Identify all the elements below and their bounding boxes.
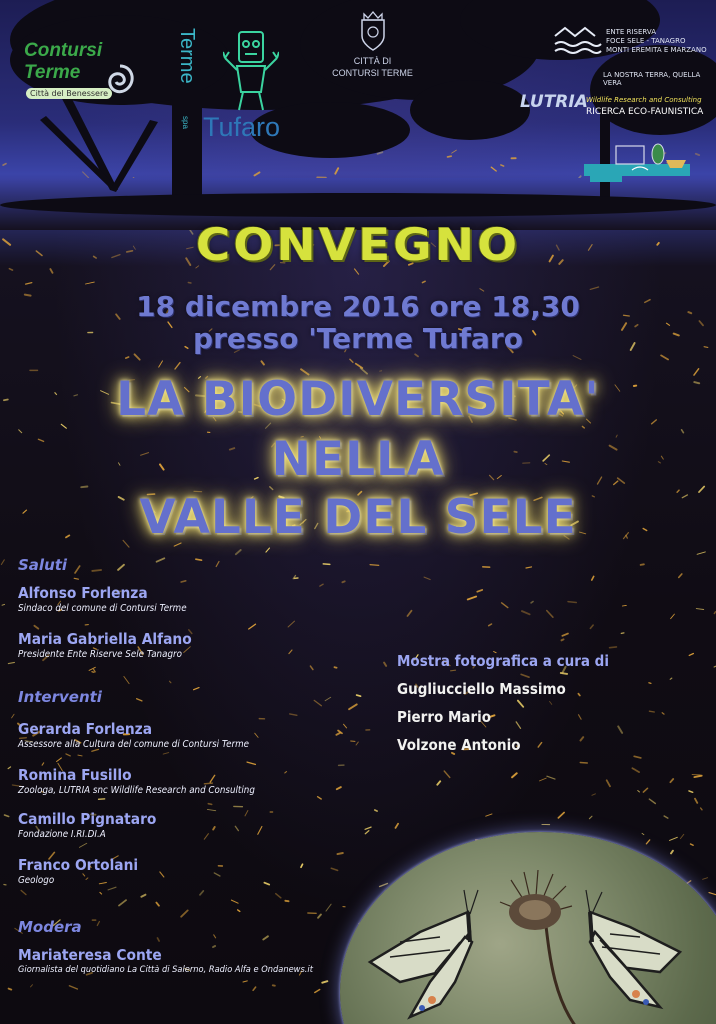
speaker-role: Geologo (18, 875, 55, 886)
firefly-streak (679, 574, 682, 577)
firefly-streak (66, 754, 70, 756)
firefly-streak (42, 763, 44, 765)
tufaro-figure-icon (223, 30, 279, 112)
firefly-streak (188, 283, 191, 284)
firefly-streak (643, 788, 647, 792)
speaker-entry (18, 720, 269, 750)
firefly-streak (74, 578, 78, 579)
firefly-streak (671, 851, 673, 854)
firefly-streak (365, 827, 371, 829)
photographer-name: Pierro Mario (397, 708, 492, 726)
waves-icon (553, 26, 603, 58)
firefly-streak (320, 584, 323, 586)
ente-riserva-logo (553, 26, 713, 86)
firefly-streak (694, 776, 701, 777)
right-butterfly (586, 890, 680, 1007)
firefly-streak (318, 797, 322, 799)
firefly-streak (638, 791, 640, 793)
logo-citta-line1: CITTÀ DI (353, 56, 392, 66)
speaker-name: Franco Ortolani (18, 856, 139, 874)
firefly-streak (357, 695, 361, 696)
firefly-streak (214, 873, 220, 876)
firefly-streak (680, 834, 683, 838)
firefly-streak (31, 985, 33, 987)
speaker-role: Sindaco del comune di Contursi Terme (18, 603, 187, 614)
firefly-streak (444, 771, 450, 778)
event-title-line3: VALLE DEL SELE (139, 490, 577, 545)
firefly-streak (380, 884, 388, 887)
firefly-streak (522, 611, 530, 614)
logo-contursi-sub: Città del Benessere (26, 88, 112, 99)
firefly-streak (262, 361, 264, 364)
firefly-streak (649, 799, 655, 803)
firefly-streak (424, 577, 430, 579)
photographer-name: Gugliucciello Massimo (397, 680, 566, 698)
firefly-streak (714, 612, 715, 614)
speaker-role: Giornalista del quotidiano La Città di Salerno, Radio Alfa e Ondanews.it (18, 965, 313, 975)
firefly-streak (200, 891, 203, 895)
firefly-streak (642, 833, 644, 834)
exhibition-heading: Mostra fotografica a cura di (397, 652, 609, 670)
logo-riserva-line3: MONTI EREMITA E MARZANO (606, 46, 707, 54)
logo-riserva-line2: FOCE SELE - TANAGRO (606, 37, 686, 45)
logo-citta-line2: CONTURSI TERME (332, 68, 413, 78)
firefly-streak (634, 756, 641, 758)
firefly-streak (568, 602, 576, 603)
firefly-streak (664, 816, 668, 818)
event-date-line: 18 dicembre 2016 ore 18,30 (136, 290, 580, 323)
speaker-role: Zoologa, LUTRIA snc Wildlife Research and Consulting (18, 785, 255, 796)
firefly-streak (238, 910, 240, 912)
firefly-streak (607, 780, 610, 786)
firefly-streak (135, 354, 140, 359)
firefly-streak (204, 834, 208, 840)
firefly-streak (592, 794, 596, 796)
firefly-streak (350, 359, 353, 362)
firefly-streak (621, 633, 624, 634)
speaker-name: Romina Fusillo (18, 766, 132, 784)
event-title-line1: LA BIODIVERSITA' (116, 372, 600, 427)
logo-lutria-name: LUTRIA (520, 92, 588, 112)
firefly-streak (231, 900, 238, 903)
firefly-streak (489, 624, 492, 626)
firefly-streak (695, 799, 697, 803)
firefly-streak (21, 890, 26, 894)
firefly-streak (126, 357, 129, 358)
firefly-streak (315, 990, 320, 993)
firefly-streak (349, 704, 357, 709)
modera-label: Modera (18, 918, 82, 936)
firefly-streak (79, 843, 86, 847)
firefly-streak (119, 900, 126, 906)
firefly-streak (540, 778, 547, 781)
speaker-name: Maria Gabriella Alfano (18, 630, 192, 648)
speaker-name: Gerarda Forlenza (18, 720, 153, 738)
firefly-streak (285, 772, 287, 773)
event-title-line2: NELLA (271, 432, 445, 487)
firefly-streak (243, 981, 247, 982)
firefly-streak (396, 824, 399, 828)
firefly-streak (336, 733, 340, 735)
firefly-streak (137, 699, 142, 701)
firefly-streak (670, 779, 673, 782)
firefly-streak (486, 814, 492, 816)
firefly-streak (592, 576, 594, 580)
firefly-streak (622, 605, 626, 606)
firefly-streak (92, 570, 101, 571)
speaker-entry (18, 584, 201, 614)
firefly-streak (158, 938, 160, 941)
firefly-streak (384, 663, 386, 666)
firefly-streak (641, 564, 644, 565)
firefly-streak (86, 282, 95, 284)
firefly-streak (196, 559, 202, 560)
firefly-streak (194, 688, 199, 690)
firefly-streak (1, 560, 4, 565)
firefly-streak (331, 868, 337, 870)
firefly-streak (547, 611, 553, 618)
firefly-streak (590, 625, 593, 628)
photographer-name: Volzone Antonio (397, 736, 521, 754)
event-type-heading: CONVEGNO (195, 219, 521, 272)
firefly-streak (175, 363, 180, 369)
firefly-streak (423, 281, 426, 282)
firefly-streak (236, 550, 241, 554)
speaker-entry (18, 766, 275, 796)
speaker-entry (18, 630, 207, 660)
logo-tufaro-spa: spa (181, 116, 190, 129)
logo-riserva-line1: ENTE RISERVA (606, 28, 656, 36)
speaker-entry (18, 946, 339, 975)
firefly-streak (92, 672, 94, 673)
firefly-streak (253, 987, 256, 990)
firefly-streak (562, 639, 564, 640)
logo-lutria-line2: RICERCA ECO-FAUNISTICA (586, 107, 704, 117)
left-butterfly (370, 890, 478, 1017)
firefly-streak (301, 864, 303, 867)
firefly-streak (249, 624, 256, 629)
firefly-streak (408, 611, 412, 616)
firefly-streak (697, 552, 705, 554)
firefly-streak (108, 887, 116, 890)
firefly-streak (247, 762, 255, 764)
firefly-streak (288, 621, 294, 627)
firefly-streak (124, 677, 129, 684)
firefly-streak (214, 935, 216, 938)
firefly-streak (266, 548, 270, 552)
firefly-streak (245, 811, 248, 816)
firefly-streak (159, 361, 163, 367)
firefly-streak (314, 700, 321, 705)
firefly-streak (580, 763, 587, 764)
firefly-streak (696, 609, 703, 610)
firefly-streak (100, 892, 102, 894)
firefly-streak (141, 895, 145, 897)
firefly-streak (671, 614, 675, 619)
firefly-streak (26, 283, 32, 285)
firefly-streak (342, 581, 344, 582)
firefly-streak (216, 562, 219, 567)
firefly-streak (589, 816, 592, 819)
firefly-streak (207, 809, 215, 810)
firefly-streak (502, 603, 508, 608)
terme-tufaro-logo (175, 28, 310, 143)
firefly-streak (335, 667, 337, 668)
firefly-streak (264, 883, 269, 885)
firefly-streak (208, 804, 211, 805)
speaker-entry (18, 810, 168, 840)
firefly-streak (610, 647, 617, 648)
firefly-streak (562, 634, 568, 636)
firefly-streak (75, 566, 80, 573)
speaker-role: Presidente Ente Riserve Sele Tanagro (18, 649, 182, 660)
firefly-streak (531, 602, 533, 603)
firefly-streak (661, 355, 668, 359)
firefly-streak (356, 742, 358, 745)
firefly-streak (338, 853, 343, 854)
coat-of-arms-icon (358, 10, 388, 52)
firefly-streak (375, 810, 377, 811)
firefly-streak (181, 910, 188, 916)
firefly-streak (12, 714, 15, 718)
firefly-streak (69, 986, 77, 989)
firefly-streak (276, 894, 281, 898)
firefly-streak (34, 626, 38, 629)
firefly-streak (258, 827, 262, 835)
firefly-streak (163, 753, 169, 755)
firefly-streak (573, 356, 581, 360)
speaker-name: Mariateresa Conte (18, 946, 162, 964)
logo-tufaro-name: Tufaro (203, 112, 281, 142)
firefly-streak (78, 755, 82, 756)
firefly-streak (689, 791, 693, 792)
logo-contursi-name: Contursi Terme (24, 40, 103, 83)
firefly-streak (318, 915, 321, 918)
firefly-streak (2, 604, 4, 605)
contursi-terme-logo (18, 40, 138, 112)
firefly-streak (468, 597, 477, 600)
firefly-streak (670, 837, 678, 840)
speaker-role: Fondazione I.RI.DI.A (18, 829, 106, 840)
firefly-streak (157, 558, 165, 561)
firefly-streak (477, 590, 482, 592)
firefly-streak (646, 840, 649, 844)
firefly-streak (57, 758, 62, 762)
logo-tufaro-terme: Terme (176, 28, 198, 84)
firefly-streak (118, 565, 124, 570)
photo-exhibition-credits (397, 652, 697, 754)
firefly-streak (703, 878, 708, 880)
firefly-streak (526, 567, 532, 568)
speaker-role: Assessore alla Cultura del comune di Contursi Terme (18, 739, 249, 750)
citta-contursi-logo (320, 10, 425, 82)
firefly-streak (322, 981, 327, 983)
firefly-streak (323, 564, 330, 565)
firefly-streak (156, 903, 159, 906)
firefly-streak (632, 768, 639, 772)
interventi-label: Interventi (18, 688, 102, 706)
firefly-streak (9, 989, 12, 990)
speaker-name: Camillo Pignataro (18, 810, 157, 828)
firefly-streak (310, 666, 313, 669)
firefly-streak (709, 893, 716, 895)
firefly-streak (437, 781, 440, 784)
logo-riserva-motto: LA NOSTRA TERRA, QUELLA VERA (603, 71, 701, 87)
speaker-name: Alfonso Forlenza (18, 584, 148, 602)
firefly-streak (160, 872, 164, 877)
firefly-streak (344, 724, 347, 728)
saluti-label: Saluti (18, 556, 68, 574)
firefly-streak (5, 815, 9, 817)
firefly-streak (701, 808, 702, 810)
firefly-streak (289, 650, 292, 654)
firefly-streak (94, 669, 96, 671)
firefly-streak (8, 767, 11, 769)
firefly-streak (97, 922, 99, 926)
firefly-streak (213, 827, 215, 830)
event-venue-line: presso 'Terme Tufaro (193, 322, 523, 355)
firefly-streak (235, 826, 238, 830)
speaker-entry (18, 856, 149, 886)
firefly-streak (8, 662, 14, 663)
firefly-streak (170, 681, 171, 683)
firefly-streak (326, 904, 331, 911)
firefly-streak (337, 787, 341, 789)
firefly-streak (370, 565, 379, 566)
firefly-streak (365, 831, 369, 834)
firefly-streak (691, 844, 694, 845)
firefly-streak (263, 936, 268, 939)
firefly-streak (290, 714, 297, 715)
firefly-streak (547, 776, 555, 779)
logo-lutria-line1: Wildlife Research and Consulting (586, 96, 702, 104)
firefly-streak (356, 364, 363, 368)
lutria-logo (518, 92, 714, 124)
museum-emblem-icon (582, 140, 692, 190)
firefly-streak (558, 813, 564, 818)
firefly-streak (325, 697, 331, 701)
firefly-streak (512, 773, 517, 777)
museo-logo (582, 140, 692, 190)
firefly-streak (181, 581, 186, 582)
